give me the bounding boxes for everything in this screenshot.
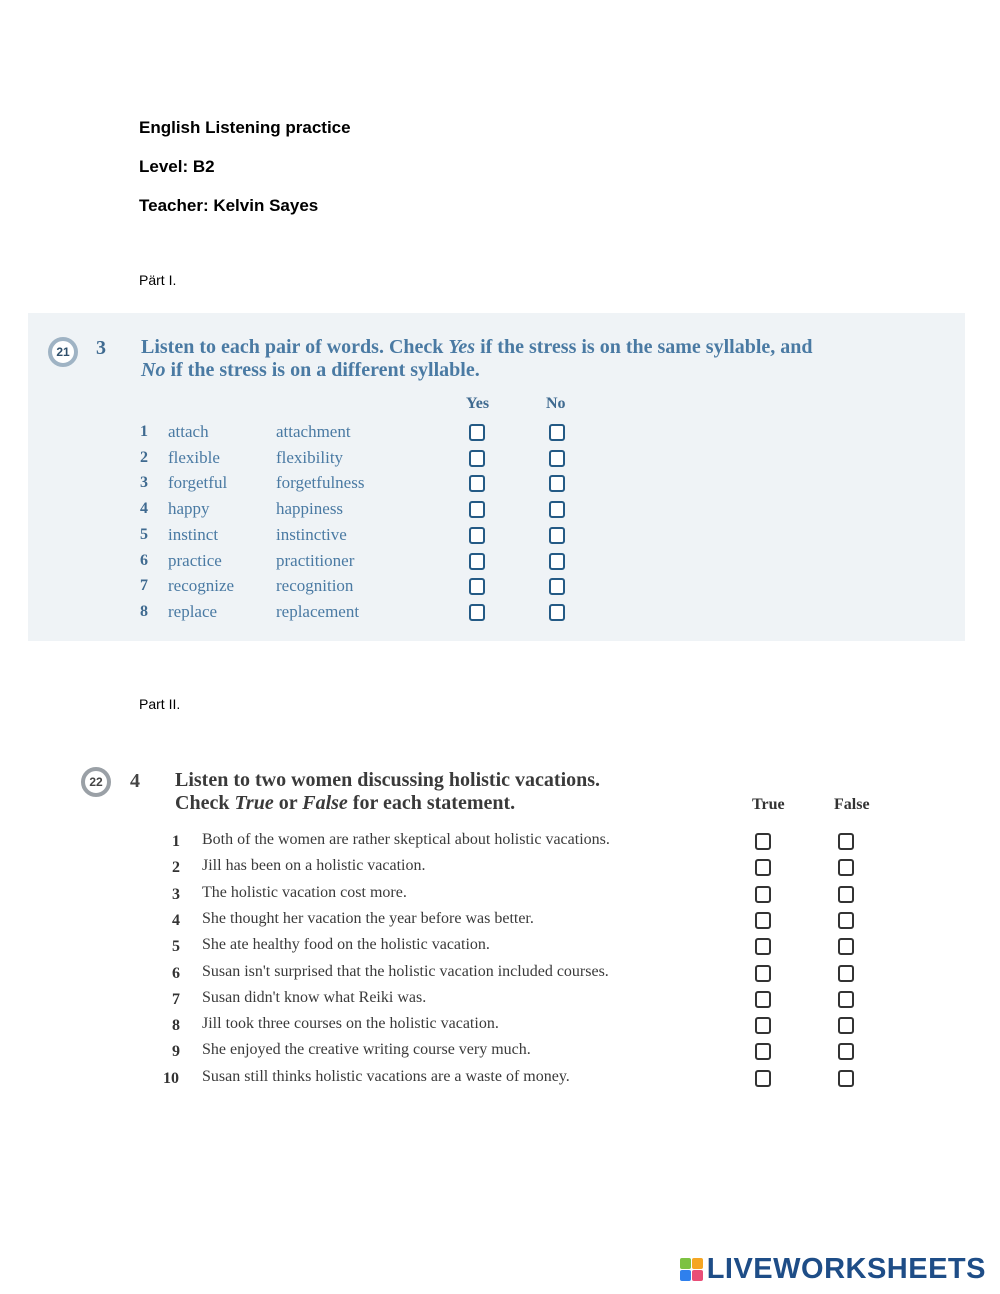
base-word: recognize [168,576,235,596]
instruction-text: Listen to each pair of words. Check [141,336,449,358]
yes-checkbox[interactable] [469,424,485,441]
word-pair-row [28,472,965,497]
statement-row [0,909,1000,934]
word-pair-row [28,447,965,472]
instruction-no: No [141,359,166,381]
row-number: 3 [172,885,180,903]
column-header-no: No [546,395,566,412]
instruction-text: if the stress is on a different syllable. [165,359,480,381]
instruction-yes: Yes [448,336,476,358]
true-checkbox[interactable] [755,1017,771,1034]
derived-word: happiness [276,499,344,519]
base-word: practice [168,550,222,570]
instruction-false: False [302,792,348,814]
statement-text: The holistic vacation cost more. [202,883,407,901]
no-checkbox[interactable] [549,527,565,544]
false-checkbox[interactable] [838,886,854,903]
exercise-instruction [175,769,755,815]
no-checkbox[interactable] [549,578,565,595]
row-number: 1 [172,833,180,850]
false-checkbox[interactable] [838,1043,854,1060]
row-number: 8 [172,1017,180,1035]
true-checkbox[interactable] [755,1043,771,1060]
derived-word: instinctive [276,524,347,544]
instruction-text: for each statement. [347,792,516,814]
row-number: 2 [140,448,148,466]
statement-row [0,935,1000,960]
no-checkbox[interactable] [549,450,565,467]
logo-mark-square [692,1270,703,1281]
false-checkbox[interactable] [838,859,854,876]
no-checkbox[interactable] [549,475,565,492]
true-checkbox[interactable] [755,912,771,929]
column-header-true: True [752,796,785,813]
true-checkbox[interactable] [755,886,771,903]
row-number: 10 [163,1069,179,1087]
true-checkbox[interactable] [755,938,771,955]
exercise-instruction [141,336,951,382]
base-word: forgetful [168,473,228,493]
derived-word: flexibility [276,447,344,467]
row-number: 5 [140,525,148,543]
base-word: flexible [168,447,220,467]
audio-track-badge: 22 [81,767,111,797]
row-number: 3 [140,474,148,492]
statement-row [0,856,1000,881]
logo-mark-square [680,1258,691,1269]
derived-word: practitioner [276,550,355,570]
statement-text: She enjoyed the creative writing course very much. [202,1041,531,1059]
exercise-4-panel [0,760,1000,1100]
true-checkbox[interactable] [755,859,771,876]
teacher-label: Teacher: Kelvin Sayes [139,196,319,215]
word-pair-row [28,498,965,523]
derived-word: forgetfulness [276,473,365,493]
word-pair-row [28,524,965,549]
yes-checkbox[interactable] [469,578,485,595]
yes-checkbox[interactable] [469,527,485,544]
statement-text: Both of the women are rather skeptical about holistic vacations. [202,831,610,848]
row-number: 6 [172,964,180,982]
level-label: Level: B2 [139,157,215,176]
row-number: 7 [172,990,180,1008]
logo-mark-square [692,1258,703,1269]
statement-row [0,1067,1000,1092]
word-pair-row [28,550,965,575]
base-word: instinct [168,524,219,544]
statement-row [0,883,1000,908]
row-number: 8 [140,602,148,620]
statement-text: Susan still thinks holistic vacations are a waste of money. [202,1067,570,1085]
logo-mark-icon [680,1258,703,1281]
logo-mark-square [680,1270,691,1281]
row-number: 6 [140,551,148,569]
true-checkbox[interactable] [755,991,771,1008]
false-checkbox[interactable] [838,1017,854,1034]
true-checkbox[interactable] [755,833,771,850]
false-checkbox[interactable] [838,833,854,850]
yes-checkbox[interactable] [469,450,485,467]
yes-checkbox[interactable] [469,553,485,570]
false-checkbox[interactable] [838,1070,854,1087]
statement-text: She thought her vacation the year before was better. [202,909,534,927]
false-checkbox[interactable] [838,912,854,929]
word-pair-row [28,575,965,600]
statement-text: Susan didn't know what Reiki was. [202,988,427,1006]
column-header-false: False [834,796,870,813]
audio-track-badge: 21 [48,337,78,367]
base-word: attach [168,422,209,441]
row-number: 5 [172,938,180,956]
instruction-text: Check [175,792,235,814]
logo-text: LIVEWORKSHEETS [706,1253,986,1285]
worksheet-title: English Listening practice [139,118,351,137]
statement-text: Jill took three courses on the holistic vacation. [202,1015,499,1033]
column-header-yes: Yes [466,395,490,412]
row-number: 7 [140,577,148,595]
part-two-label: Part II. [139,696,181,712]
word-pair-row [28,421,965,446]
statement-text: Jill has been on a holistic vacation. [202,857,426,875]
exercise-number: 3 [96,337,106,359]
row-number: 4 [140,500,148,518]
liveworksheets-logo [680,1253,986,1286]
false-checkbox[interactable] [838,991,854,1008]
row-number: 1 [140,423,148,440]
row-number: 2 [172,859,180,877]
exercise-3-panel [28,313,965,641]
yes-checkbox[interactable] [469,604,485,621]
exercise-number: 4 [130,770,140,792]
instruction-text: if the stress is on the same syllable, and [475,336,813,358]
yes-checkbox[interactable] [469,501,485,518]
false-checkbox[interactable] [838,965,854,982]
statement-row [0,1040,1000,1065]
no-checkbox[interactable] [549,424,565,441]
statement-row [0,962,1000,987]
statement-row [0,988,1000,1013]
statement-text: Susan isn't surprised that the holistic vacation included courses. [202,962,609,980]
word-pair-row [28,601,965,626]
base-word: replace [168,601,218,621]
no-checkbox[interactable] [549,604,565,621]
statement-text: She ate healthy food on the holistic vacation. [202,936,490,954]
statement-row [0,1014,1000,1039]
derived-word: recognition [276,576,354,596]
derived-word: attachment [276,422,351,441]
instruction-text: or [273,792,303,814]
no-checkbox[interactable] [549,553,565,570]
no-checkbox[interactable] [549,501,565,518]
true-checkbox[interactable] [755,965,771,982]
row-number: 9 [172,1043,180,1061]
base-word: happy [168,499,210,519]
row-number: 4 [172,911,180,929]
yes-checkbox[interactable] [469,475,485,492]
statement-row [0,830,1000,855]
instruction-true: True [234,792,274,814]
derived-word: replacement [276,601,360,621]
part-one-label: Pärt I. [139,272,177,288]
true-checkbox[interactable] [755,1070,771,1087]
false-checkbox[interactable] [838,938,854,955]
instruction-text: Listen to two women discussing holistic vacations. [175,769,601,791]
